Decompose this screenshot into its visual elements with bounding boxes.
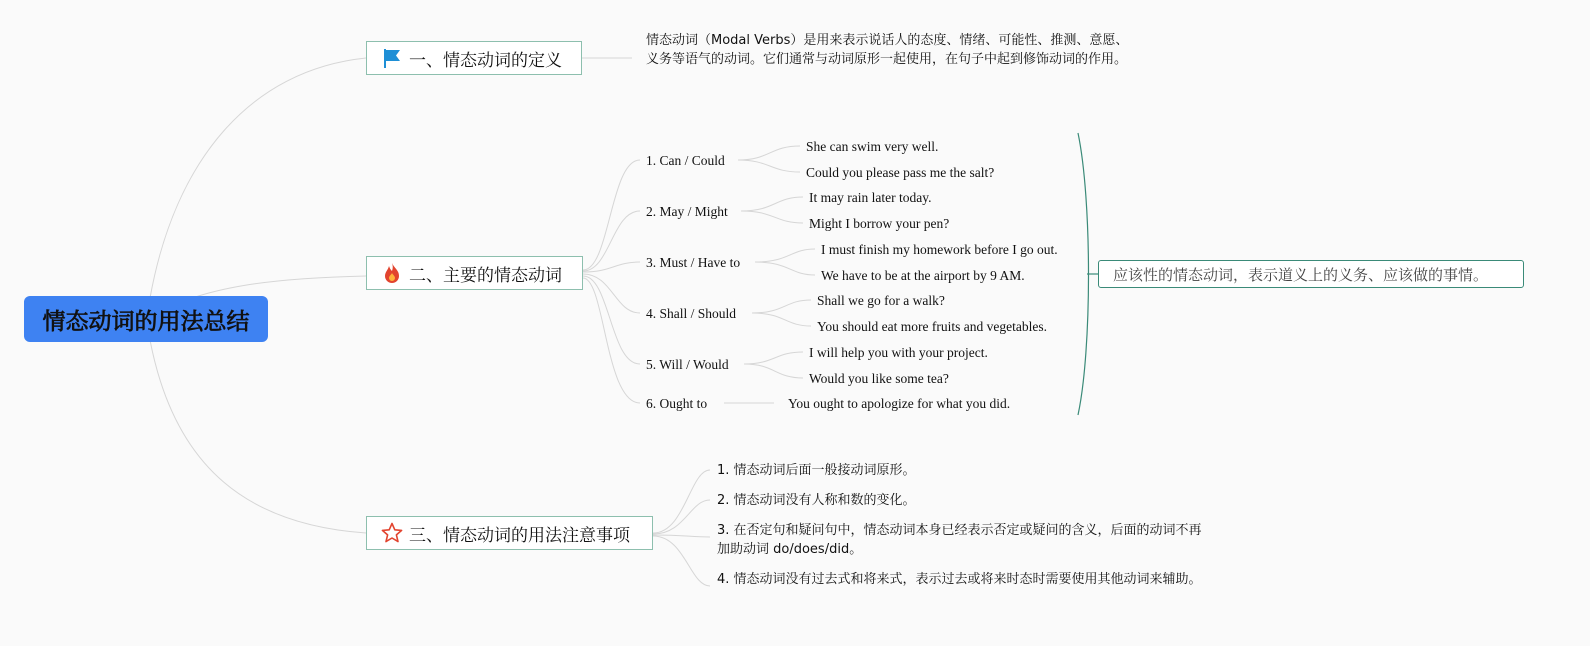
example-sentence[interactable]: You ought to apologize for what you did. (788, 396, 1011, 411)
group-label-shall-should[interactable]: 4. Shall / Should (646, 306, 737, 321)
example-sentence[interactable]: Shall we go for a walk? (817, 293, 945, 308)
example-sentence[interactable]: I must finish my homework before I go out. (821, 242, 1058, 257)
example-sentence[interactable]: Could you please pass me the salt? (806, 165, 995, 180)
group-label-will-would[interactable]: 5. Will / Would (646, 357, 729, 372)
definition-text: 情态动词（Modal Verbs）是用来表示说话人的态度、情绪、可能性、推测、意愿、义务等语气的动词。它们通常与动词原形一起使用，在句子中起到修饰动词的作用。 (646, 33, 1129, 67)
central-topic[interactable]: 情态动词的用法总结 (24, 296, 268, 342)
group-label-must-have-to[interactable]: 3. Must / Have to (646, 255, 741, 270)
branch-title: 一、情态动词的定义 (409, 50, 562, 71)
note-item[interactable]: 4. 情态动词没有过去式和将来式，表示过去或将来时态时需要使用其他动词来辅助。 (717, 572, 1202, 587)
example-sentence[interactable]: I will help you with your project. (809, 345, 988, 360)
example-sentence[interactable]: You should eat more fruits and vegetables. (817, 319, 1047, 334)
example-sentence[interactable]: We have to be at the airport by 9 AM. (821, 268, 1025, 283)
example-sentence[interactable]: It may rain later today. (809, 190, 932, 205)
flag-icon (381, 47, 403, 69)
note-item[interactable]: 1. 情态动词后面一般接动词原形。 (717, 463, 916, 478)
example-sentence[interactable]: Would you like some tea? (809, 371, 949, 386)
example-sentence[interactable]: Might I borrow your pen? (809, 216, 950, 231)
branch-main-modals[interactable] (366, 256, 583, 290)
group-label-can-could[interactable]: 1. Can / Could (646, 153, 725, 168)
group-label-may-might[interactable]: 2. May / Might (646, 204, 728, 219)
note-item[interactable]: 3. 在否定句和疑问句中，情态动词本身已经表示否定或疑问的含义，后面的动词不再加助动词 do/does/did。 (717, 523, 1202, 557)
note-item[interactable]: 2. 情态动词没有人称和数的变化。 (717, 493, 916, 508)
branch-usage-notes[interactable] (366, 516, 653, 550)
group-label-ought-to[interactable]: 6. Ought to (646, 396, 708, 411)
branch-definition[interactable] (366, 41, 582, 75)
fire-icon (381, 262, 403, 284)
branch-title: 三、情态动词的用法注意事项 (409, 525, 630, 546)
example-sentence[interactable]: She can swim very well. (806, 139, 939, 154)
summary-callout[interactable]: 应该性的情态动词，表示道义上的义务、应该做的事情。 (1098, 260, 1524, 288)
star-icon (381, 522, 403, 544)
branch-title: 二、主要的情态动词 (409, 265, 562, 286)
